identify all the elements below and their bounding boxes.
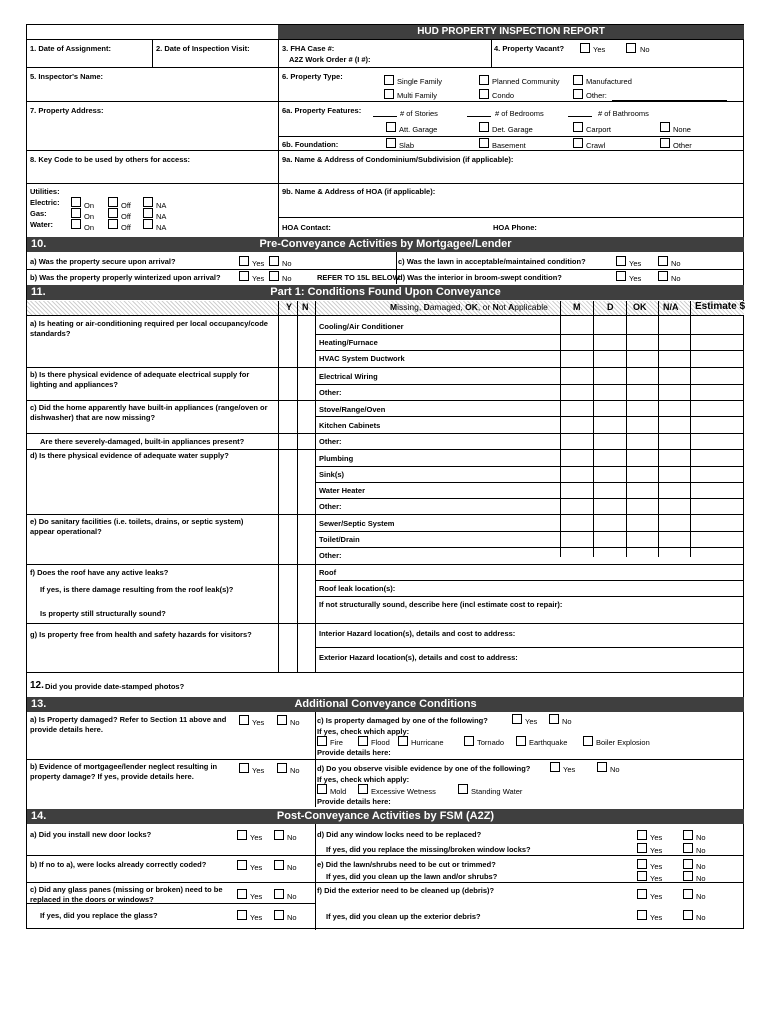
electric-on-label: On	[84, 201, 95, 210]
q10c-yes-checkbox[interactable]	[616, 256, 626, 266]
legend-n-rest: ot	[498, 302, 509, 312]
report-title: HUD PROPERTY INSPECTION REPORT	[417, 26, 605, 37]
q14f2-no-label: No	[696, 913, 706, 922]
q14d-no-label: No	[696, 833, 706, 842]
foundation-label: 6b. Foundation:	[282, 140, 339, 149]
section-10-header	[27, 237, 744, 252]
multi-family-checkbox[interactable]	[384, 89, 394, 99]
det-garage-checkbox[interactable]	[479, 122, 489, 132]
col-n-header: N	[302, 302, 309, 312]
single-family-label: Single Family	[397, 77, 443, 86]
q14f2-no-checkbox[interactable]	[683, 910, 693, 920]
refer-15l-note: REFER TO 15L BELOW	[317, 273, 400, 282]
q10a-no-label: No	[282, 259, 292, 268]
item-stove: Stove/Range/Oven	[319, 405, 386, 414]
section-11-number: 11.	[31, 286, 46, 298]
q13b-no-label: No	[290, 766, 300, 775]
crawl-checkbox[interactable]	[573, 138, 583, 148]
q13d-yes-checkbox[interactable]	[550, 762, 560, 772]
item-sanitary-other: Other:	[319, 551, 342, 560]
mold-label: Mold	[330, 787, 347, 796]
single-family-checkbox[interactable]	[384, 75, 394, 85]
q14b-text: b) If no to a), were locks already correctly coded?	[30, 860, 207, 869]
boiler-explosion-label: Boiler Explosion	[596, 738, 650, 747]
q11c-text: c) Did the home apparently have built-in appliances (range/oven or dishwasher) that are now missing?	[30, 403, 268, 422]
section-12-question: Did you provide date-stamped photos?	[45, 682, 185, 691]
excessive-wetness-checkbox[interactable]	[358, 784, 368, 794]
property-features-label: 6a. Property Features:	[282, 106, 362, 115]
q11g-text: g) Is property free from health and safety hazards for visitors?	[30, 630, 252, 639]
q13d-ifyes: If yes, check which apply:	[317, 775, 410, 784]
q14f2-yes-checkbox[interactable]	[637, 910, 647, 920]
col-estimate-header: Estimate $	[695, 301, 746, 312]
other-type-checkbox[interactable]	[573, 89, 583, 99]
item-heating: Heating/Furnace	[319, 338, 378, 347]
q14c-yes-checkbox[interactable]	[237, 889, 247, 899]
q10b-label: b) Was the property properly winterized upon arrival?	[30, 273, 221, 282]
property-type-label: 6. Property Type:	[282, 72, 343, 81]
hurricane-label: Hurricane	[411, 738, 444, 747]
key-code-label: 8. Key Code to be used by others for access:	[30, 155, 191, 164]
q13a-text: a) Is Property damaged? Refer to Section 11 above and provide details here.	[30, 715, 227, 734]
tornado-label: Tornado	[477, 738, 505, 747]
item-water-other: Other:	[319, 502, 342, 511]
item-roof-leak-location: Roof leak location(s):	[319, 584, 396, 593]
col-ok-header: OK	[633, 302, 647, 312]
q14a-text: a) Did you install new door locks?	[30, 830, 152, 839]
col-d-header: D	[607, 302, 614, 312]
q11b-text: b) Is there physical evidence of adequate electrical supply for lighting and appliances?	[30, 370, 250, 389]
flood-checkbox[interactable]	[358, 736, 368, 746]
q14b-no-label: No	[287, 863, 297, 872]
q14c-no-checkbox[interactable]	[274, 889, 284, 899]
col-m-header: M	[573, 302, 581, 312]
q14d2-yes-label: Yes	[650, 846, 663, 855]
q14d-no-checkbox[interactable]	[683, 830, 693, 840]
legend-or: , or	[477, 302, 493, 312]
bathrooms-label: # of Bathrooms	[598, 109, 649, 118]
q13d-no-checkbox[interactable]	[597, 762, 607, 772]
item-cooling: Cooling/Air Conditioner	[319, 322, 404, 331]
q13c-text: c) Is property damaged by one of the following?	[317, 716, 488, 725]
q14b-yes-label: Yes	[250, 863, 263, 872]
none-label: None	[673, 125, 691, 134]
section-11-header	[27, 285, 744, 300]
water-off-checkbox[interactable]	[108, 219, 118, 229]
electric-label: Electric:	[30, 198, 60, 207]
carport-checkbox[interactable]	[573, 122, 583, 132]
legend-d: D	[423, 302, 430, 312]
inspector-name-label: 5. Inspector's Name:	[30, 72, 104, 81]
electric-off-label: Off	[121, 201, 131, 210]
date-of-inspection-label: 2. Date of Inspection Visit:	[156, 44, 250, 53]
planned-community-checkbox[interactable]	[479, 75, 489, 85]
property-address-label: 7. Property Address:	[30, 106, 104, 115]
det-garage-label: Det. Garage	[492, 125, 533, 134]
q11a-text: a) Is heating or air-conditioning required per local occupancy/code standards?	[30, 319, 268, 338]
water-na-checkbox[interactable]	[143, 219, 153, 229]
q10b-no-label: No	[282, 274, 292, 283]
q11d-text: d) Is there physical evidence of adequate water supply?	[30, 451, 229, 460]
section-14-header	[27, 809, 744, 824]
q14c2-no-checkbox[interactable]	[274, 910, 284, 920]
fire-checkbox[interactable]	[317, 736, 327, 746]
q14e2-yes-checkbox[interactable]	[637, 871, 647, 881]
q14c2-no-label: No	[287, 913, 297, 922]
item-toilet-drain: Toilet/Drain	[319, 535, 360, 544]
legend-n: N	[492, 302, 499, 312]
q13b-yes-checkbox[interactable]	[239, 763, 249, 773]
carport-label: Carport	[586, 125, 612, 134]
q14f-no-checkbox[interactable]	[683, 889, 693, 899]
legend-ok: OK	[465, 302, 478, 312]
other-type-label: Other:	[586, 91, 607, 100]
q13a-no-checkbox[interactable]	[277, 715, 287, 725]
electric-off-checkbox[interactable]	[108, 197, 118, 207]
item-kitchen-cabinets: Kitchen Cabinets	[319, 421, 381, 430]
item-electrical-other: Other:	[319, 388, 342, 397]
q10b-yes-checkbox[interactable]	[239, 271, 249, 281]
hoa-contact-label: HOA Contact:	[282, 223, 331, 232]
slab-checkbox[interactable]	[386, 138, 396, 148]
q13d-text: d) Do you observe visible evidence by one of the following?	[317, 764, 531, 773]
q13d-yes-label: Yes	[563, 765, 576, 774]
q13d-provide: Provide details here:	[317, 797, 391, 806]
q14d2-text: If yes, did you replace the missing/broken window locks?	[326, 845, 531, 854]
item-water-heater: Water Heater	[319, 486, 365, 495]
item-plumbing: Plumbing	[319, 454, 354, 463]
q13b-no-checkbox[interactable]	[277, 763, 287, 773]
q10d-label: d) Was the interior in broom-swept condition?	[398, 273, 562, 282]
inspection-form	[26, 24, 744, 929]
q14e-yes-label: Yes	[650, 862, 663, 871]
q10d-no-label: No	[671, 274, 681, 283]
q13d-no-label: No	[610, 765, 620, 774]
section-10-title: Pre-Conveyance Activities by Mortgagee/Lender	[259, 238, 512, 250]
q10d-no-checkbox[interactable]	[658, 271, 668, 281]
q14f-text: f) Did the exterior need to be cleaned up (debris)?	[317, 886, 495, 895]
other-foundation-label: Other	[673, 141, 692, 150]
q14f2-text: If yes, did you clean up the exterior debris?	[326, 912, 481, 921]
earthquake-checkbox[interactable]	[516, 736, 526, 746]
gas-on-label: On	[84, 212, 95, 221]
q14c-no-label: No	[287, 892, 297, 901]
legend-d-rest: amaged,	[429, 302, 466, 312]
vacant-yes-checkbox[interactable]	[580, 43, 590, 53]
gas-on-checkbox[interactable]	[71, 208, 81, 218]
q10d-yes-label: Yes	[629, 274, 642, 283]
water-on-label: On	[84, 223, 95, 232]
legend-m: M	[390, 302, 398, 312]
water-na-label: NA	[156, 223, 167, 232]
att-garage-checkbox[interactable]	[386, 122, 396, 132]
water-on-checkbox[interactable]	[71, 219, 81, 229]
condo-checkbox[interactable]	[479, 89, 489, 99]
q13a-no-label: No	[290, 718, 300, 727]
water-off-label: Off	[121, 223, 131, 232]
none-checkbox[interactable]	[660, 122, 670, 132]
q14f-yes-label: Yes	[650, 892, 663, 901]
q11e-text: e) Do sanitary facilities (i.e. toilets, drains, or septic system) appear operational?	[30, 517, 244, 536]
gas-label: Gas:	[30, 209, 47, 218]
q14e-no-label: No	[696, 862, 706, 871]
crawl-label: Crawl	[586, 141, 606, 150]
q13c-yes-checkbox[interactable]	[512, 714, 522, 724]
q14d2-no-checkbox[interactable]	[683, 843, 693, 853]
item-structural-describe: If not structurally sound, describe here (incl estimate cost to repair):	[319, 600, 563, 609]
condo-subdivision-label: 9a. Name & Address of Condominium/Subdivision (if applicable):	[282, 155, 514, 164]
mdok-legend	[390, 303, 548, 312]
gas-off-label: Off	[121, 212, 131, 221]
q11f2-text: If yes, is there damage resulting from the roof leak(s)?	[40, 585, 234, 594]
item-sewer-septic: Sewer/Septic System	[319, 519, 395, 528]
q14d2-yes-checkbox[interactable]	[637, 843, 647, 853]
q14d-yes-checkbox[interactable]	[637, 830, 647, 840]
other-foundation-checkbox[interactable]	[660, 138, 670, 148]
q14d2-no-label: No	[696, 846, 706, 855]
q10a-no-checkbox[interactable]	[269, 256, 279, 266]
section-14-number: 14.	[31, 810, 47, 822]
q14c2-text: If yes, did you replace the glass?	[40, 911, 158, 920]
boiler-explosion-checkbox[interactable]	[583, 736, 593, 746]
legend-m-rest: issing,	[397, 302, 424, 312]
q10b-yes-label: Yes	[252, 274, 265, 283]
q14e2-text: If yes, did you clean up the lawn and/or shrubs?	[326, 872, 498, 881]
q13a-yes-label: Yes	[252, 718, 265, 727]
q14e2-no-checkbox[interactable]	[683, 871, 693, 881]
q14e2-no-label: No	[696, 874, 706, 883]
slab-label: Slab	[399, 141, 415, 150]
q10a-yes-checkbox[interactable]	[239, 256, 249, 266]
flood-label: Flood	[371, 738, 390, 747]
q13c-no-label: No	[562, 717, 572, 726]
section-13-header	[27, 697, 744, 712]
q14e-yes-checkbox[interactable]	[637, 859, 647, 869]
q10a-yes-label: Yes	[252, 259, 265, 268]
col-y-header: Y	[286, 302, 293, 312]
q14d-text: d) Did any window locks need to be replaced?	[317, 830, 482, 839]
vacant-no-label: No	[640, 45, 650, 54]
basement-checkbox[interactable]	[479, 138, 489, 148]
q14e-no-checkbox[interactable]	[683, 859, 693, 869]
gas-na-checkbox[interactable]	[143, 208, 153, 218]
mold-checkbox[interactable]	[317, 784, 327, 794]
legend-a-rest: pplicable	[514, 302, 548, 312]
standing-water-label: Standing Water	[471, 787, 523, 796]
col-na-header: N/A	[663, 302, 679, 312]
q14f2-yes-label: Yes	[650, 913, 663, 922]
earthquake-label: Earthquake	[529, 738, 568, 747]
q13a-yes-checkbox[interactable]	[239, 715, 249, 725]
hurricane-checkbox[interactable]	[398, 736, 408, 746]
section-11-title: Part 1: Conditions Found Upon Conveyance	[270, 286, 501, 298]
q13c-provide: Provide details here:	[317, 748, 391, 757]
electric-on-checkbox[interactable]	[71, 197, 81, 207]
water-label: Water:	[30, 220, 54, 229]
fha-case-label: 3. FHA Case #:	[282, 44, 335, 53]
q11c2-text: Are there severely-damaged, built-in appliances present?	[40, 437, 245, 446]
vacant-yes-label: Yes	[593, 45, 606, 54]
fire-label: Fire	[330, 738, 343, 747]
q14c2-yes-checkbox[interactable]	[237, 910, 247, 920]
q10c-no-label: No	[671, 259, 681, 268]
manufactured-checkbox[interactable]	[573, 75, 583, 85]
q10d-yes-checkbox[interactable]	[616, 271, 626, 281]
q13c-ifyes: If yes, check which apply:	[317, 727, 410, 736]
hoa-phone-label: HOA Phone:	[493, 223, 537, 232]
section-13-title: Additional Conveyance Conditions	[294, 698, 477, 710]
q14f-yes-checkbox[interactable]	[637, 889, 647, 899]
electric-na-label: NA	[156, 201, 167, 210]
q14b-yes-checkbox[interactable]	[237, 860, 247, 870]
q13b-yes-label: Yes	[252, 766, 265, 775]
q10a-label: a) Was the property secure upon arrival?	[30, 257, 176, 266]
q10c-yes-label: Yes	[629, 259, 642, 268]
planned-community-label: Planned Community	[492, 77, 560, 86]
q10c-label: c) Was the lawn in acceptable/maintained condition?	[398, 257, 586, 266]
q14b-no-checkbox[interactable]	[274, 860, 284, 870]
gas-na-label: NA	[156, 212, 167, 221]
legend-a: A	[508, 302, 515, 312]
q14e2-yes-label: Yes	[650, 874, 663, 883]
q14a-no-checkbox[interactable]	[274, 830, 284, 840]
excessive-wetness-label: Excessive Wetness	[371, 787, 436, 796]
basement-label: Basement	[492, 141, 526, 150]
date-of-assignment-label: 1. Date of Assignment:	[30, 44, 111, 53]
multi-family-label: Multi Family	[397, 91, 438, 100]
q10c-no-checkbox[interactable]	[658, 256, 668, 266]
q14d-yes-label: Yes	[650, 833, 663, 842]
electric-na-checkbox[interactable]	[143, 197, 153, 207]
bedrooms-label: # of Bedrooms	[495, 109, 544, 118]
vacant-no-checkbox[interactable]	[626, 43, 636, 53]
stories-label: # of Stories	[400, 109, 438, 118]
condo-label: Condo	[492, 91, 515, 100]
q14c2-yes-label: Yes	[250, 913, 263, 922]
item-appliance-other: Other:	[319, 437, 342, 446]
section-10-number: 10.	[31, 238, 47, 250]
q14a-yes-checkbox[interactable]	[237, 830, 247, 840]
utilities-label: Utilities:	[30, 187, 60, 196]
section-12-number: 12.	[30, 680, 44, 691]
hoa-name-address-label: 9b. Name & Address of HOA (if applicable):	[282, 187, 436, 196]
q14a-no-label: No	[287, 833, 297, 842]
property-vacant-label: 4. Property Vacant?	[494, 44, 565, 53]
report-title-bar	[278, 25, 744, 39]
item-exterior-hazard: Exterior Hazard location(s), details and cost to address:	[319, 653, 518, 662]
item-roof: Roof	[319, 568, 337, 577]
standing-water-checkbox[interactable]	[458, 784, 468, 794]
manufactured-label: Manufactured	[586, 77, 632, 86]
item-electrical-wiring: Electrical Wiring	[319, 372, 378, 381]
gas-off-checkbox[interactable]	[108, 208, 118, 218]
item-sinks: Sink(s)	[319, 470, 345, 479]
q14c-yes-label: Yes	[250, 892, 263, 901]
section-14-title: Post-Conveyance Activities by FSM (A2Z)	[276, 810, 495, 822]
q13c-no-checkbox[interactable]	[549, 714, 559, 724]
section-13-number: 13.	[31, 698, 47, 710]
q14f-no-label: No	[696, 892, 706, 901]
item-interior-hazard: Interior Hazard location(s), details and cost to address:	[319, 629, 516, 638]
q13b-text: b) Evidence of mortgagee/lender neglect resulting in property damage? If yes, provide details here.	[30, 762, 218, 781]
att-garage-label: Att. Garage	[399, 125, 438, 134]
q11f-text: f) Does the roof have any active leaks?	[30, 568, 169, 577]
a2z-work-order-label: A2Z Work Order # (I #):	[289, 55, 371, 64]
q14a-yes-label: Yes	[250, 833, 263, 842]
q10b-no-checkbox[interactable]	[269, 271, 279, 281]
q14e-text: e) Did the lawn/shrubs need to be cut or trimmed?	[317, 860, 496, 869]
tornado-checkbox[interactable]	[464, 736, 474, 746]
q13c-yes-label: Yes	[525, 717, 538, 726]
q14c-text: c) Did any glass panes (missing or broken) need to be replaced in the doors or windows?	[30, 885, 223, 904]
item-hvac-ductwork: HVAC System Ductwork	[319, 354, 405, 363]
q11f3-text: Is property still structurally sound?	[40, 609, 166, 618]
